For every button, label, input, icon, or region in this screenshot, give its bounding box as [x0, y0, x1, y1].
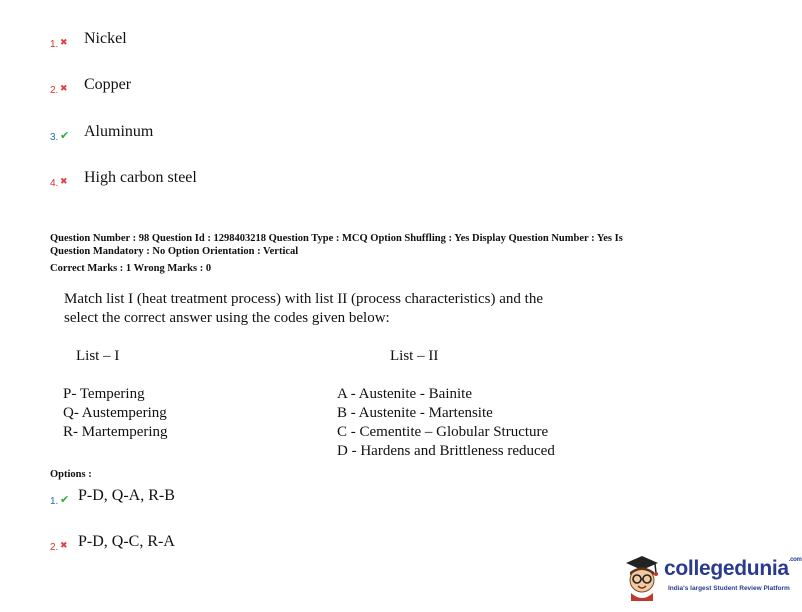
student-mascot-icon: [620, 553, 664, 603]
option-number: 2.: [50, 85, 59, 96]
brand-tagline: India's largest Student Review Platform: [668, 585, 790, 592]
question-marks: Correct Marks : 1 Wrong Marks : 0: [50, 263, 212, 274]
cross-icon: ✖: [60, 177, 68, 187]
cross-icon: ✖: [60, 38, 68, 48]
list2-item-a: A - Austenite - Bainite: [337, 386, 472, 402]
option-text: Copper: [84, 76, 132, 93]
list2-item-b: B - Austenite - Martensite: [337, 405, 493, 421]
question-meta-line2: Question Mandatory : No Option Orientation : Vertical: [50, 246, 299, 257]
option-number: 1.: [50, 39, 59, 50]
question-text-line1: Match list I (heat treatment process) with list II (process characteristics) and the: [64, 291, 543, 307]
check-icon: ✔: [60, 493, 70, 506]
collegedunia-logo: [620, 553, 802, 603]
list2-header: List – II: [390, 348, 439, 364]
option-number: 1.: [50, 496, 59, 507]
option-text: Nickel: [84, 30, 127, 47]
options-label: Options :: [50, 469, 92, 480]
question-meta-line1: Question Number : 98 Question Id : 1298403218 Question Type : MCQ Option Shuffling : Yes Display Question Number : Yes Is: [50, 233, 623, 244]
option-number: 4.: [50, 178, 59, 189]
option-number: 2.: [50, 542, 59, 553]
check-icon: ✔: [60, 129, 70, 142]
cross-icon: ✖: [60, 84, 68, 94]
list1-item-r: R- Martempering: [63, 424, 168, 440]
list1-header: List – I: [76, 348, 120, 364]
list2-item-c: C - Cementite – Globular Structure: [337, 424, 549, 440]
question-text-line2: select the correct answer using the codes given below:: [64, 310, 390, 326]
option-number: 3.: [50, 132, 59, 143]
cross-icon: ✖: [60, 541, 68, 551]
option-text: Aluminum: [84, 123, 154, 140]
list1-item-p: P- Tempering: [63, 386, 145, 402]
brand-name: collegedunia$^{.com}$: [664, 557, 802, 580]
option-text: High carbon steel: [84, 169, 197, 186]
option-text: P-D, Q-C, R-A: [78, 533, 175, 550]
option-text: P-D, Q-A, R-B: [78, 487, 175, 504]
list2-item-d: D - Hardens and Brittleness reduced: [337, 443, 555, 459]
list1-item-q: Q- Austempering: [63, 405, 167, 421]
brand-tld: .com: [788, 557, 802, 563]
